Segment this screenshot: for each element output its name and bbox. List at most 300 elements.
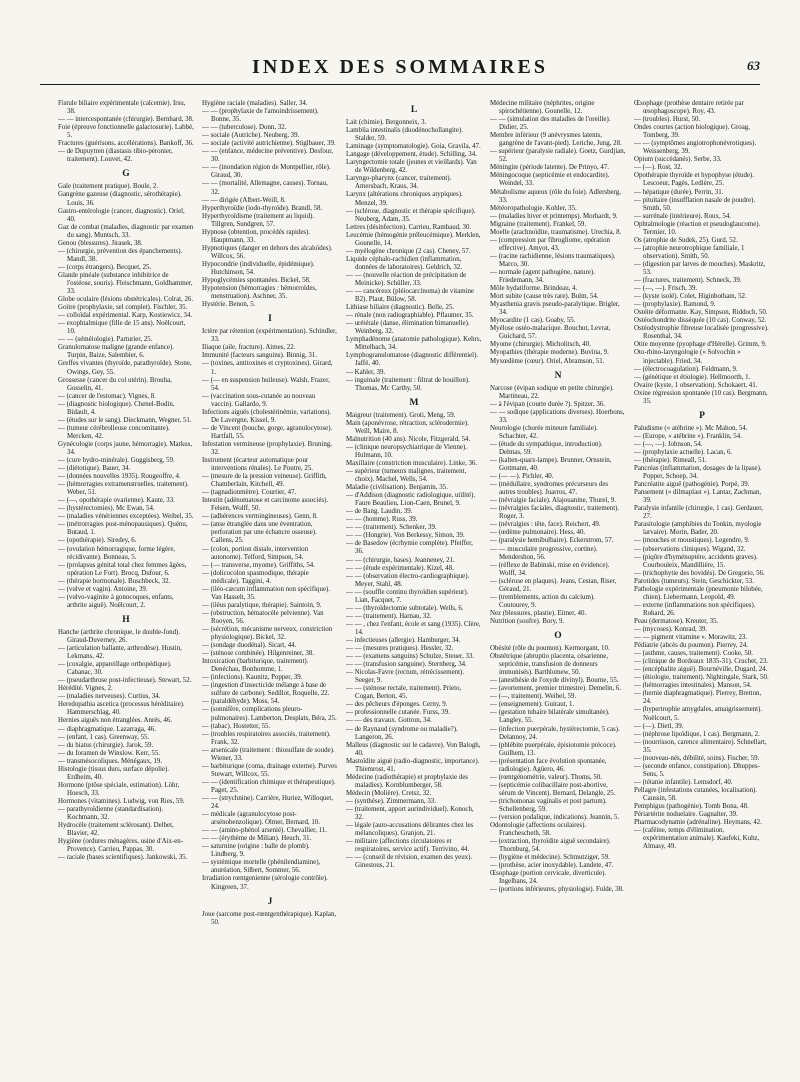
index-entry: — (tagnadionmètre). Courtier, 47. [202, 489, 297, 497]
index-entry: — (kyste isolé). Colet, Higinbotham, 52. [634, 293, 747, 301]
index-entry: Pathologie expérimentale (pneumonie bilobée, chien). Liebermann, Leopold, 49. [634, 585, 763, 601]
index-entry: — (néphrose lipoïdique, 1 cas). Bergmann, 2. [634, 730, 760, 738]
index-entry: Instrument (écarteur automatique pour interventions rénales). Le Poutre, 25. [202, 457, 313, 473]
index-entry: — (—). Rost, 32. [634, 164, 683, 172]
index-entry: — (hypertrophie amygdales, amaigrissement). Noëlcourt, 5. [634, 706, 763, 722]
index-entry: — (enfant, 1 cas). Greenway, 55. [58, 733, 150, 741]
index-entry: Métabolisme aqueux (rôle du foie). Adlersberg, 33. [490, 188, 621, 204]
index-entry: — (mouches et moustiques). Legendre, 9. [634, 537, 750, 545]
index-entry: — (œdème pulmonaire). Hess, 40. [490, 529, 586, 537]
index-entry: Oxine régression spontanée (10 cas). Bergmann, 35. [634, 389, 768, 405]
index-entry: — (—, —). Johnson, 54. [634, 440, 703, 448]
index-entry: — — intercespontanée (chirurgie). Bernhard, 38. [58, 116, 194, 124]
index-entry: Ostéodystrophie fibreuse localisée (progressive). Rosenthal, 34. [634, 325, 769, 341]
index-entry: Paludisme (« atébrine »). Mc Mahon, 54. [634, 424, 748, 432]
index-entry: Liquide céphalo-rachidien (inflammation, données de laboratoires). Geldrich, 32. [346, 255, 462, 271]
index-entry: — (réflexe de Babinski, mise en évidence). Wolff, 34. [490, 561, 610, 577]
index-entry: Ovaire (kyste, 1 observation). Schokaert, 41. [634, 381, 758, 389]
index-entry: — — (thyroïdectomie subtotale). Wells, 6. [346, 604, 464, 612]
index-entry: Os (atrophie de Sudek, 25). Gurd, 52. [634, 236, 738, 244]
index-entry: — d'Addison (diagnostic radiologique, utilité). Faure Beaulieu, Lion-Caen, Brunel, 9. [346, 492, 476, 508]
index-entry: — de Raynaud (syndrome ou maladie?). Langeron, 26. [346, 725, 458, 741]
index-entry: — (cancer de l'estomac). Vignes, 8. [58, 392, 156, 400]
index-entry: — (seconde enfance, constipation). Dhuppes-Sens, 5. [634, 762, 760, 778]
index-entry: — de Basedow (écrhymie complète). Pfeiffer, 36. [346, 540, 473, 556]
index-entry: — (asthme, causes, traitement). Cooke, 50. [634, 650, 754, 658]
index-entry: — (Europe, « atébrine »). Franklin, 54. [634, 432, 742, 440]
index-entry: — (ovulation hémorragique, forme légère, récidivante). Bonneau, 5. [58, 545, 176, 561]
index-entry: — militaire (affections circulatoires et respiratoires, service actif). Terrivino, 44. [346, 838, 470, 854]
index-entry: — (études sur le sang). Dieckmann, Wegner, 51. [58, 416, 192, 424]
index-entry: — — (examens sanguins) Schulze, Steuer, 33. [346, 653, 475, 661]
index-entry: Glande pinéale (substance inhibitrice de l'ostéose, souris). Fleischmann, Goldhammer, 33. [58, 271, 193, 296]
index-entry: — (prophylaxie). Ramond, 9. [634, 301, 716, 309]
index-entry: — (traitement, apport aurindividuel). Konoch, 32. [346, 805, 474, 822]
index-entry: — (maladies hiver et printemps). Morhardt, 9. [490, 212, 618, 220]
index-entry: — de Vincent (bouche, gorge, agranulocytose). Hartfall, 55. [202, 424, 333, 440]
index-entry: — (rœntgénométrie, valeur). Thoms, 50. [490, 773, 603, 781]
index-entry: Môle hydatiforme. Brindeau, 4. [490, 285, 578, 293]
index-entry: — normale (agent pathogène, nature). Friedemann, 34. [490, 268, 595, 285]
index-entry: Greffes vivantes (thyroïde, parathyroïde). Stone, Owings, Gey, 55. [58, 360, 192, 376]
index-entry: Myome (chirurgie). Micholitsch, 40. [490, 341, 591, 349]
index-entry: Opothérapie thyroïde et hypophyse (étude). Lescoeur, Pagès, Ledière, 25. [634, 172, 754, 188]
index-entry: — hépatique (durée). Perrin, 31. [634, 188, 724, 196]
index-entry: Médecin (Molière). Cretsz, 32. [346, 789, 432, 797]
section-letter: N [554, 370, 562, 381]
index-entry: — (gestation tubaire bilatérale simultanée). Langley, 55. [490, 709, 610, 725]
index-entry: — du hiatus (chirurgie). Jarok, 59. [58, 741, 154, 749]
index-entry: — (ingestion d'insecticide mélange à base de sulfure de carbone). Sedillot, Roquelle, 22. [202, 682, 330, 698]
index-entry: — (troubles). Hurst, 50. [634, 116, 701, 124]
index-entry: — Kahler, 39. [346, 368, 386, 376]
index-entry: Myélose ostéo-malacique. Bouchut, Levrat, Guichard, 57. [490, 325, 611, 341]
index-entry: Myxœdème (cœur). Oriel, Abramson, 51. [490, 357, 605, 365]
index-entry: Lithiase biliaire (diagnostic). Belle, 25. [346, 304, 455, 312]
index-entry: — (articulation ballante, arthrodèse). Hustin, Lekmans, 42. [58, 645, 182, 661]
index-entry: Gynécologie (corps jaune, hémorragie). Markus, 34. [58, 440, 193, 456]
index-entry: Fistule biliaire expérimentale (calcemie). Irsu, 38. [58, 100, 186, 116]
index-entry: Joue (sarcome post-rœntgenthérapique). Kaplan, 50. [202, 910, 337, 926]
index-entry: — (septicémie colibacillaire post-abortive, sérum de Vincent). Bernard, Delangle, 25. [490, 781, 616, 797]
index-entry: — (kalten-quarz-lampe). Brunner, Ornstein, Gottmann, 40. [490, 457, 612, 473]
index-entry: — (névralgies faciales, diagnostic, traitement). Roger, 3. [490, 505, 620, 521]
index-entry: — infectieuses (allergie). Hamburger, 34. [346, 637, 461, 644]
index-entry: — (maladies nerveuses). Curtius, 34. [58, 693, 161, 701]
index-entry: Iliaque (aile, fracture). Aimes, 22. [202, 344, 296, 352]
index-entry: — — (souffle continu thyroïdien supérieur). Lian, Facquet, 7. [346, 588, 469, 604]
index-entry: Peau (dermatose). Kreuter, 35. [634, 617, 719, 625]
index-entry: Neurologie (chorée mineure familiale). Schachter, 42. [490, 424, 598, 440]
index-entry: — saturnine (origine : balle de plomb). Lindberg, 9. [202, 843, 310, 859]
index-entry: Pellagre (infestations cutanées, localisation). Caussin, 58. [634, 786, 758, 802]
index-entry: — sociale (Autriche). Neuberg, 39. [202, 132, 300, 140]
index-entry: — (digestion par larves de mouches). Maskritz, 53. [634, 260, 766, 276]
index-entry: — — (nouvelle réaction de précipitation de Meinicke). Schüller, 33. [346, 271, 467, 287]
index-entry: Moelle (arachnoïdite, traumatisme). Urechia, 8. [490, 228, 622, 236]
index-entry: Hygiène (ordures ménagères, usine d'Aix-en-Provence). Carrieu, Pappas, 30. [58, 838, 184, 854]
index-entry: Pancréatite aiguë (pathogénie). Porpé, 39. [634, 481, 750, 489]
index-entry: — (médullaire, syndromes précurseurs des autres troubles). Juarros, 47. [490, 481, 609, 497]
index-entry: — (—, traitement). Weibel, 59. [490, 693, 577, 701]
index-entry: — — pigment vitamine ». Morawitz, 23. [634, 634, 748, 642]
index-entry: Otite moyenne (pyophage d'Hérelle). Grimm, 9. [634, 341, 767, 349]
index-entry: — (thérapie). Rimeall, 51. [634, 457, 707, 465]
index-entry: — rénale (non radiographiable). Pflaumer, 35. [346, 312, 474, 320]
section-letter: L [410, 105, 418, 115]
index-entry: — (sclérose en plaques). Jeans, Cestan, Riser, Géraud, 21. [490, 577, 617, 593]
index-entry: Hygiène raciale (maladies). Saller, 34. [202, 100, 308, 107]
index-entry: — (névralgies : tête, face). Reichert, 49. [490, 521, 601, 529]
section-letter: P [699, 410, 705, 421]
index-entry: — (thérapie hormonale). Buschbeck, 32. [58, 577, 171, 585]
index-entry: — du foramen de Winslow. Kerr, 55. [58, 749, 161, 757]
index-entry: — — (Hongrie). Von Berkessy, Simon, 39. [346, 532, 465, 540]
index-entry: Genou (blessures). Jirasek, 38. [58, 239, 143, 247]
index-entry: — inguinale (traitement : filtrat de bouillon). Thomas, Mc Carthy, 50. [346, 376, 470, 392]
index-entry: Ostéite déformante. Kay, Simpson, Riddoch, 50. [634, 309, 768, 317]
index-entry: Météoropathologie. Kohler, 35. [490, 204, 577, 212]
index-entry: Hernies aiguës non étranglées. Anrés, 46. [58, 717, 173, 725]
index-entry: Laminage (symptomatologie). Goia, Gravila, 47. [346, 143, 481, 151]
index-entry: — (prothèse, acier inoxydable). Landete, 47. [490, 862, 614, 870]
index-entry: — (extraction, thyroïdite aiguë secondaire). Thornburg, 54. [490, 838, 611, 854]
index-entry: — (vaccination sous-cutanée au nouveau vaccin). Gallardo, 9. [202, 392, 316, 408]
index-entry: Hormones (vitamines). Ludwig, von Ries, 59. [58, 797, 185, 805]
index-entry: Membre inférieur (9 anévrysmes latents, gangrène de l'avant-pied). Leriche, Jung, 28. [490, 132, 622, 148]
index-entry: Intestin (adénomatose et carcinome associés). Felsen, Wolff, 50. [202, 497, 329, 513]
index-entry: — de Dupuytren (diastasis tibio-péronier, traitement). Louvet, 42. [58, 148, 173, 164]
index-entry: — (génétique et étiologie). Hellmoorth, 1. [634, 373, 751, 381]
index-entry: Malnutrition (40 ans). Nicole, Fitzgerald, 54. [346, 435, 471, 443]
index-entry: — (piqûre d'hyménoptère, accidents graves). Courbouleix, Mandillière, 15. [634, 553, 758, 569]
index-entry: — (corps étrangers). Becquet, 25. [58, 263, 152, 271]
index-entry: Parotides (tumeurs). Stein, Geschickter, 53. [634, 577, 754, 585]
index-entry: — Nicolas-Favre (rectum, rétrécissement). Seeger, 9. [346, 669, 465, 685]
index-entry: Immunité (facteurs sanguins). Binnig, 31. [202, 352, 318, 360]
index-entry: — (hernie diaphragmatique). Pierrey, Bretton, 24. [634, 690, 762, 706]
index-entry: — (mycoses). Konrad, 39. [634, 626, 708, 633]
index-entry: — (tétanie infantile). Lemsdorf, 40. [634, 778, 733, 786]
index-entry: — (avortement, premier trimestre). Demelin, 6. [490, 685, 622, 693]
index-entry: — — (sténose rectale, traitement). Prieto, Cogan, Berton, 45. [346, 685, 462, 701]
index-entry: — (mesure de la pression veineuse). Griffith, Chamberlain, Kitchell, 49. [202, 473, 327, 489]
index-entry: — (enseignement). Guiraut, 1. [490, 701, 575, 709]
index-entry: — (atrophie neurotrophique familiale, 1 observation). Smith, 50. [634, 244, 745, 260]
index-entry: — (sténose combinée). Hilgenreiner, 38. [202, 650, 315, 658]
index-entry: Lait (chimie). Bergonneix, 3. [346, 119, 427, 127]
index-entry: Main (aponévrose, rétraction, sclérodermie). Weill, Maire, 8. [346, 419, 469, 435]
index-entry: — — (observation électro-cardiographique). Meyer, Stahl, 48. [346, 572, 470, 588]
index-entry: — — (simulation des maladies de l'oreille). Didier, 25. [490, 116, 611, 132]
index-entry: Hydrocèle (traitement sclérosant). Delbet, Blavier, 42. [58, 822, 174, 838]
index-entry: — (colon, portion distale, intervention autonome). Telford, Simpson, 54. [202, 545, 309, 561]
index-entry: Œsophage (portion cervicale, diverticule). Ingelbans, 24. [490, 870, 607, 886]
index-entry: Pédiatrie (abcès du poumon). Pierrey, 24. [634, 642, 748, 650]
index-entry: Langage (développement, étude). Schilling, 34. [346, 151, 477, 159]
index-entry: — — (transfusion sanguine). Sternberg, 34. [346, 661, 467, 669]
index-entry: — externe (inflammations non spécifiques). Rohard, 26. [634, 601, 756, 617]
index-entry: Hypoglycémies spontanées. Bickel, 58. [202, 277, 311, 285]
index-entry: — — (conseil de révision, examen des yeux). Ginestous, 21. [346, 854, 473, 870]
index-entry: Ictère par rétention (expérimentation). Schindler, 33. [202, 328, 337, 344]
index-entry: Hanche (arthrite chronique, le double-fond). Giraud-Duverney, 26. [58, 628, 181, 644]
index-entry: Gale (traitement pratique). Boule, 2. [58, 183, 159, 191]
index-entry: Laryngo-pharynx (cancer, traitement). Amersbach, Kraus, 34. [346, 175, 452, 191]
index-entry: Hypotension (hémorragies : hémorroïdes, menstruation). Aschner, 35. [202, 285, 317, 301]
index-entry: — (anesthésie de l'oxyde divinyl). Bourne, 55. [490, 677, 619, 685]
index-entry: — (encéphalite aiguë). Bournéville, Dugard, 24. [634, 666, 768, 674]
index-entry: — — (prophylaxie de l'amoindrissement). Bonne, 35. [202, 108, 319, 124]
index-entry: Maladie (civilisation). Benjamin, 35. [346, 484, 448, 492]
index-entry: — (sonnifère, complications pleuro-pulmonaires). Lamberton, Desplats, Béra, 25. [202, 706, 337, 722]
index-entry: — (sondage duodénal). Sicart, 44. [202, 642, 297, 650]
index-entry: Grossesse (cancer du col utérin). Brouha, Gosselin, 41. [58, 376, 172, 392]
index-entry: — transmésocoliques. Ménégaux, 19. [58, 757, 163, 765]
index-entry: — (— —). Pichler, 40. [490, 473, 554, 481]
index-entry: Myopathies (thérapie moderne). Buvina, 9. [490, 349, 609, 357]
index-entry: — (version podalique, indications). Jeannin, 5. [490, 814, 620, 822]
index-entry: — (cure hydro-minérale). Guggisberg, 59. [58, 457, 175, 465]
page-header [40, 52, 760, 85]
index-entry: — — (identification chimique et thérapeutique). Paget, 25. [202, 778, 336, 794]
index-entry: Méningocoque (septicémie et endocardite). Weindel, 33. [490, 172, 610, 188]
index-entry: — colloïdal expérimental. Karp, Kostiewicz, 34. [58, 312, 193, 320]
index-entry: Hypnotiques (danger en dehors des alcaloïdes). Willcox, 56. [202, 244, 333, 260]
index-entry: — (diétotique). Bauer, 34. [58, 465, 131, 473]
index-entry: — (— transverse, myome). Griffiths, 54. [202, 561, 315, 569]
index-entry: Granulomatose maligne (grande enfance). Turpin, Baize, Salembier, 6. [58, 344, 174, 360]
index-entry: — (infections). Kaunitz, Popper, 39. [202, 674, 303, 682]
index-entry: Ondes courtes (action biologique). Groag, Tomberg, 39. [634, 124, 750, 140]
index-entry: Odontologie (affections oculaires). Franchescheth, 58. [490, 822, 587, 838]
index-entry: — (— en suspension huileuse). Walsh, Frazer, 54. [202, 376, 330, 392]
index-entry: — (obstruction, hématocèle pelvienne). Van Rooyen, 56. [202, 609, 324, 625]
index-entry: — (observations cliniques). Wigand, 32. [634, 545, 746, 553]
index-entry: — (dolicocolon spasmodique, thérapie médicale). Taggini, 4. [202, 569, 309, 585]
index-entry: Laryngectomie totale (jeunes et vieillards). Van de Wildenberg, 42. [346, 159, 477, 175]
index-entry: — sociale (activité autrichienne). Stiglbauer, 39. [202, 140, 336, 148]
index-entry: — (étiologie, traitement). Nightingale, Stark, 50. [634, 674, 769, 682]
index-entry: Maxillaire (constriction musculaire). Linke, 36. [346, 459, 478, 467]
index-column [346, 100, 482, 1040]
index-entry: — — (étude expérimentale). Kizel, 48. [346, 564, 454, 572]
index-entry: — professionnelle cutanée. Furss, 39. [346, 709, 450, 717]
index-entry: — — (séméiologie). Parturier, 25. [58, 336, 153, 344]
index-entry: — (métrorragies post-ménopausiques). Quénu, Butaud, 1. [58, 521, 188, 537]
index-entry: — — , chez l'enfant, école et sang (1935). Clère, 14. [346, 620, 481, 636]
index-entry: Myocardite (1 cas). Goaby, 55. [490, 317, 576, 325]
index-entry: — raciale (bases scientifiques). Jankowski, 35. [58, 854, 188, 862]
index-entry: Paralysie infantile (chirurgie, 1 cas). Gerdauer, 27. [634, 505, 763, 521]
index-entry: — (électrocoagulation). Feldmann, 9. [634, 365, 738, 373]
index-entry: — (prophylaxie actuelle). Lacan, 6. [634, 448, 733, 456]
index-entry: — (anse étranglée dans une éventration, perforation par une échancre osseuse). Callens, 25. [202, 521, 317, 545]
index-entry: Hypocondrie (individuelle, épidémique). Hutchinson, 54. [202, 260, 315, 276]
index-entry: — (portions inférieures, physiologie). Fulde, 38. [490, 886, 624, 894]
index-entry: Mastoïdite aiguë (radio-diagnostic, importance). Thiemrost, 41. [346, 757, 480, 773]
index-entry: — — (inondation région de Montpellier, rôle). Giraud, 30. [202, 164, 331, 180]
index-entry: — à l'évipan (courte durée ?). Spitzer, 36. [490, 400, 605, 408]
index-entry: Pharmacodynamie (adrénaline). Heymans, 42. [634, 819, 762, 827]
index-entry: — (racine rachidienne, lésions traumatiques). Marco, 30. [490, 252, 616, 268]
index-entry: — (sécrétion, mécanisme nerveux, constriction physiologique). Bickel, 32. [202, 626, 333, 642]
index-entry: Lamblia intestinalis (duodénochollangite). Stalder, 59. [346, 127, 463, 143]
index-entry: Globe oculaire (lésions obstétricales). Colrat, 26. [58, 296, 194, 304]
section-letter: I [268, 314, 272, 325]
index-entry: — (diagnostic biologique). Chenel-Bodin, Bidault, 4. [58, 400, 175, 416]
index-entry: Infestation vermineuse (prophylaxie). Bruning, 32. [202, 440, 332, 456]
index-entry: Œsophage (prothèse dentaire retirée par œsophagoscope). Roy, 43. [634, 100, 744, 116]
index-entry: Nutrition (soufre). Bory, 9. [490, 617, 565, 625]
index-entry: Méningite (période latente). De Prinyo, 47. [490, 164, 610, 172]
index-entry: — — (enfance, médecine préventive). Desfour, 30. [202, 148, 333, 164]
index-entry: — (adhérences vermingineuses). Genn, 8. [202, 513, 318, 521]
index-entry: — (trichophytie des bovidés). De Gregorio, 56. [634, 569, 765, 577]
index-entry: — barbiturique (coma, drainage externe). Purves Stewart, Willcox, 55. [202, 762, 337, 778]
index-entry: Opium (succédanés). Serbe, 33. [634, 156, 722, 164]
index-entry: — des pêcheurs d'éponges. Cerny, 9. [346, 701, 448, 709]
section-letter: G [122, 169, 130, 180]
index-entry: — (chirurgie, prévention des épanchements). Mandl, 38. [58, 247, 183, 263]
index-entry: Obésité (rôle du poumon). Kermorgant, 10. [490, 645, 610, 653]
index-column [490, 100, 626, 1040]
index-entry: — — des travaux. Gottron, 34. [346, 717, 432, 725]
index-entry: — (maladies vénériennes exceptées). Weibel, 35. [58, 513, 194, 521]
index-entry: Larynx (altérations chroniques atypiques). Menzel, 39. [346, 191, 463, 207]
index-entry: — légale (auto-accusations délirantes chez les mélancoliques). Granjon, 21. [346, 822, 474, 838]
index-entry: — — cancéreux (pléiocarcinoma) de vitamine B2). Plaut, Bülow, 58. [346, 288, 474, 304]
index-entry: — (nourrisson, carence alimentaire). Schnellart, 35. [634, 738, 767, 754]
index-entry: — pituitaire (insufflation nasale de poudre). Smith, 50. [634, 196, 756, 212]
index-entry: — (coxalgie, appareillage orthopédique). Cabanac, 30. [58, 661, 172, 677]
index-entry: — (infection puerpérale, hystérectomie, 5 cas). Delannoy, 24. [490, 725, 620, 741]
index-entry: — — (amino-phénol arsenié). Chevallier, 11. [202, 827, 327, 835]
index-column [202, 100, 338, 1040]
index-entry: Gangrène gazeuse (diagnostic, sérothérapie). Louis, 36. [58, 191, 182, 207]
index-entry: — (—). Dietl, 39. [634, 722, 684, 730]
index-entry: — (troubles respiratoires associés, traitement). Frank, 32. [202, 730, 331, 746]
index-entry: — — (mesures pratiques). Hessler, 32. [346, 645, 454, 653]
index-entry: Infections aiguës (cholestérinémie, variations). De Lavergne, Kissel, 9. [202, 408, 332, 424]
index-entry: Irradiation rœntgenienne (sérologie contrôle). Kingreen, 37. [202, 875, 328, 891]
index-entry: Histologie (tissus durs, surface dépolie). Erdheim, 40. [58, 765, 169, 781]
index-entry: — (—, opothérapie ovarienne). Kaute, 33. [58, 497, 175, 505]
index-entry: — — (traitement). Harnau, 32. [346, 612, 432, 620]
index-entry: — — musculaire progressive, cortine). Mendershon, 56. [490, 545, 598, 561]
page-title: INDEX DES SOMMAIRES [252, 56, 548, 78]
index-entry: Migraine (traitement). Frankel, 59. [490, 220, 587, 228]
index-entry: — myélogène chronique (2 cas). Cheney, 57. [346, 247, 471, 255]
section-letter: M [409, 397, 419, 408]
index-entry: — (tabac). Hostetter, 55. [202, 722, 271, 730]
index-entry: — parathyroïdienne (standardisation). Kochmann, 32. [58, 805, 164, 822]
index-entry: — (—, —). Frisch, 39. [634, 285, 698, 293]
index-entry: — (hémorragies intestinales). Manson, 54. [634, 682, 752, 690]
index-entry: — (clinique de Bordeaux 1835-31). Cruchet, 23. [634, 658, 769, 666]
index-entry: Hypnose (obtention, procédés rapides). Hauptmann, 33. [202, 228, 311, 244]
index-entry: — — (tuberculose). Donn, 32. [202, 124, 287, 132]
index-entry: — urétérale (danse, élimination bimanuelle). Weinberg, 32. [346, 320, 470, 336]
index-entry: — — dirigée (Albert-Weill, 8. [202, 196, 286, 204]
index-entry: — (vulvo-vaginite à gonocoques, enfants, arthrite aiguë). Noëlcourt, 2. [58, 593, 174, 609]
index-entry: Médecine (radiothérapie) et prophylaxie des maladies). Kornblumberger, 58. [346, 773, 469, 789]
index-entry: — systémique mortelle (phénilendiamine), anuréation, Silbert, Sommer, 56. [202, 859, 321, 875]
index-entry: Myasthenia gravis pseudo-paralytique. Brigler, 34. [490, 301, 620, 317]
index-entry: Obstétrique (abruptio placenta, césarienne, septicémie, transfusion de donneurs immunisés). Barthlomew, 50. [490, 653, 609, 677]
index-entry: — (pseudarthrose post-infectieuse). Stewart, 52. [58, 677, 192, 685]
index-entry: — — (symptômes angiotrophonévrotiques). Weissenberg, 39. [634, 140, 757, 156]
index-entry: Lettres (désinfection). Carrieu, Rambaud, 30. [346, 223, 472, 231]
index-entry: Oto-rhino-laryngologie (« Solvochin » injectable). Fried, 34. [634, 349, 741, 365]
index-entry: Parasitologie (amphibies du Tonkin, myologie larvaire). Morin, Bader, 20. [634, 521, 762, 537]
index-entry: Ostéochondrite disséquée (10 cas). Conway, 52. [634, 317, 767, 325]
index-entry: — (étude du sympathique, introduction). Delmas, 59. [490, 440, 603, 456]
index-entry: — (toxines, antitoxines et cryptoxines). Girard, 1. [202, 360, 333, 376]
section-letter: J [267, 896, 273, 907]
index-entry: — (névralgie faciale). Alajouanine, Thurel, 9. [490, 497, 616, 505]
index-entry: Malleus (diagnostic sur le cadavre). Von Balogh, 40. [346, 741, 481, 757]
index-entry: — (synthèse). Zimmermann, 33. [346, 797, 436, 805]
index-entry: Gastro-entérologie (cancer, diagnostic). Oriel, 40. [58, 207, 185, 223]
index-entry: Hyperthyroïdie (iodo-thyroïde). Brandl, 58. [202, 204, 323, 212]
page-number: 63 [747, 58, 760, 73]
index-entry: — (tumeur cérébrolleuse concomitante). Mercken, 42. [58, 424, 170, 440]
index-entry: Goitre (prophylaxie, sel complet). Fischler, 35. [58, 304, 188, 312]
index-entry: — (paralysie hemibulbaire). Eckerstrom, 57. [490, 537, 614, 545]
index-entry: Hérédité. Vignes, 2. [58, 685, 113, 693]
index-entry: — (hygiène et médecine). Schmutziger, 59. [490, 854, 610, 862]
index-entry: — (opothérapie). Siredey, 6. [58, 537, 137, 545]
index-column [634, 100, 770, 1040]
index-entry: Pemphigus (pathogénie). Tomb Bona, 48. [634, 803, 749, 811]
index-entry: Lymphadénome (anatomie pathologique). Kehrs, Mittelbach, 34. [346, 336, 482, 352]
index-entry: Nez (blessures, plastie). Eitner, 40. [490, 609, 587, 617]
index-entry: Maigreur (traitement). Groti, Meng, 59. [346, 411, 456, 419]
index-entry: — — (traitement). Schenker, 39. [346, 524, 437, 532]
index-entry: Narcose (évipan sodique en petite chirurgie). Martineau, 22. [490, 384, 614, 400]
index-entry: — (clinique neuropsychiatrique de Vienne). Hulmann, 10. [346, 443, 467, 459]
index-entry: — (sclérose, diagnostic et thérapie spécifique). Neuberg, Adam, 35. [346, 207, 476, 223]
index-columns [58, 100, 770, 1040]
index-entry: — (données nouvelles 1935). Rougeoffre, 4. [58, 473, 181, 481]
index-entry: — (paraldéhyde). Moss, 54. [202, 698, 280, 706]
index-entry: Ophtalmologie (réaction et pseudoglaucome). Termier, 10. [634, 220, 761, 236]
index-entry: — surrénale (intérieure). Roux, 54. [634, 212, 732, 220]
index-entry: — — (homme). Russ, 39. [346, 516, 418, 524]
index-entry: — (iléus paralytique, thérapie). Saintoin, 9. [202, 601, 322, 609]
index-entry: — supérieur (paralysie radiale). Goetz, Gurdjian, 52. [490, 148, 626, 164]
index-entry: Leucémie (hémogénie préleucémique). Merklen, Gounelle, 14. [346, 231, 481, 247]
index-column [58, 100, 194, 1040]
index-entry: Lymphogranulomatose (diagnostic différentiel). Jaffé, 40. [346, 352, 479, 368]
index-entry: — (présentation face évolution spontanée, radiologie). Agüero, 46. [490, 757, 607, 773]
index-entry: — arsenicale (traitement : thiosulfate de soude). Wiener, 33. [202, 746, 335, 762]
index-entry: Périartérite noduelaire. Gagnalter, 39. [634, 811, 738, 819]
index-entry: Fractures (guérisons, accélérations). Bankoff, 36. [58, 140, 194, 148]
index-entry: — (caféine, temps d'élimination, expérimentation animale). Kaufeki, Kuhz, Almasy, 49. [634, 827, 760, 851]
index-entry: Médecine militaire (néphrites, origine spirochétienne). Gounelle, 12. [490, 100, 595, 116]
section-letter: H [122, 614, 130, 625]
index-entry: — supérieur (tumeurs malignes, traitement, choix). Machel, Wells, 54. [346, 468, 467, 484]
index-entry: Pansement (« dilmaplast »). Lantar, Zachman, 39. [634, 489, 762, 505]
index-entry: — — (érythème de Milian). Heuch, 31. [202, 835, 312, 843]
index-entry: — (nouveau-nés, débilité, soins). Fischer, 59. [634, 754, 760, 762]
index-entry: Hystérie. Benon, 5. [202, 301, 256, 309]
index-entry: — médicale (agranulocytose post-arsénobenzolique). Olmer, Bernard, 10. [202, 811, 320, 827]
index-entry: — (hystérectomies). Mc Ewan, 54. [58, 505, 155, 513]
index-entry: — (prolapsus génital total chez femmes âgées, opération Le Fort). Brocq, Dufour, 6. [58, 561, 187, 577]
